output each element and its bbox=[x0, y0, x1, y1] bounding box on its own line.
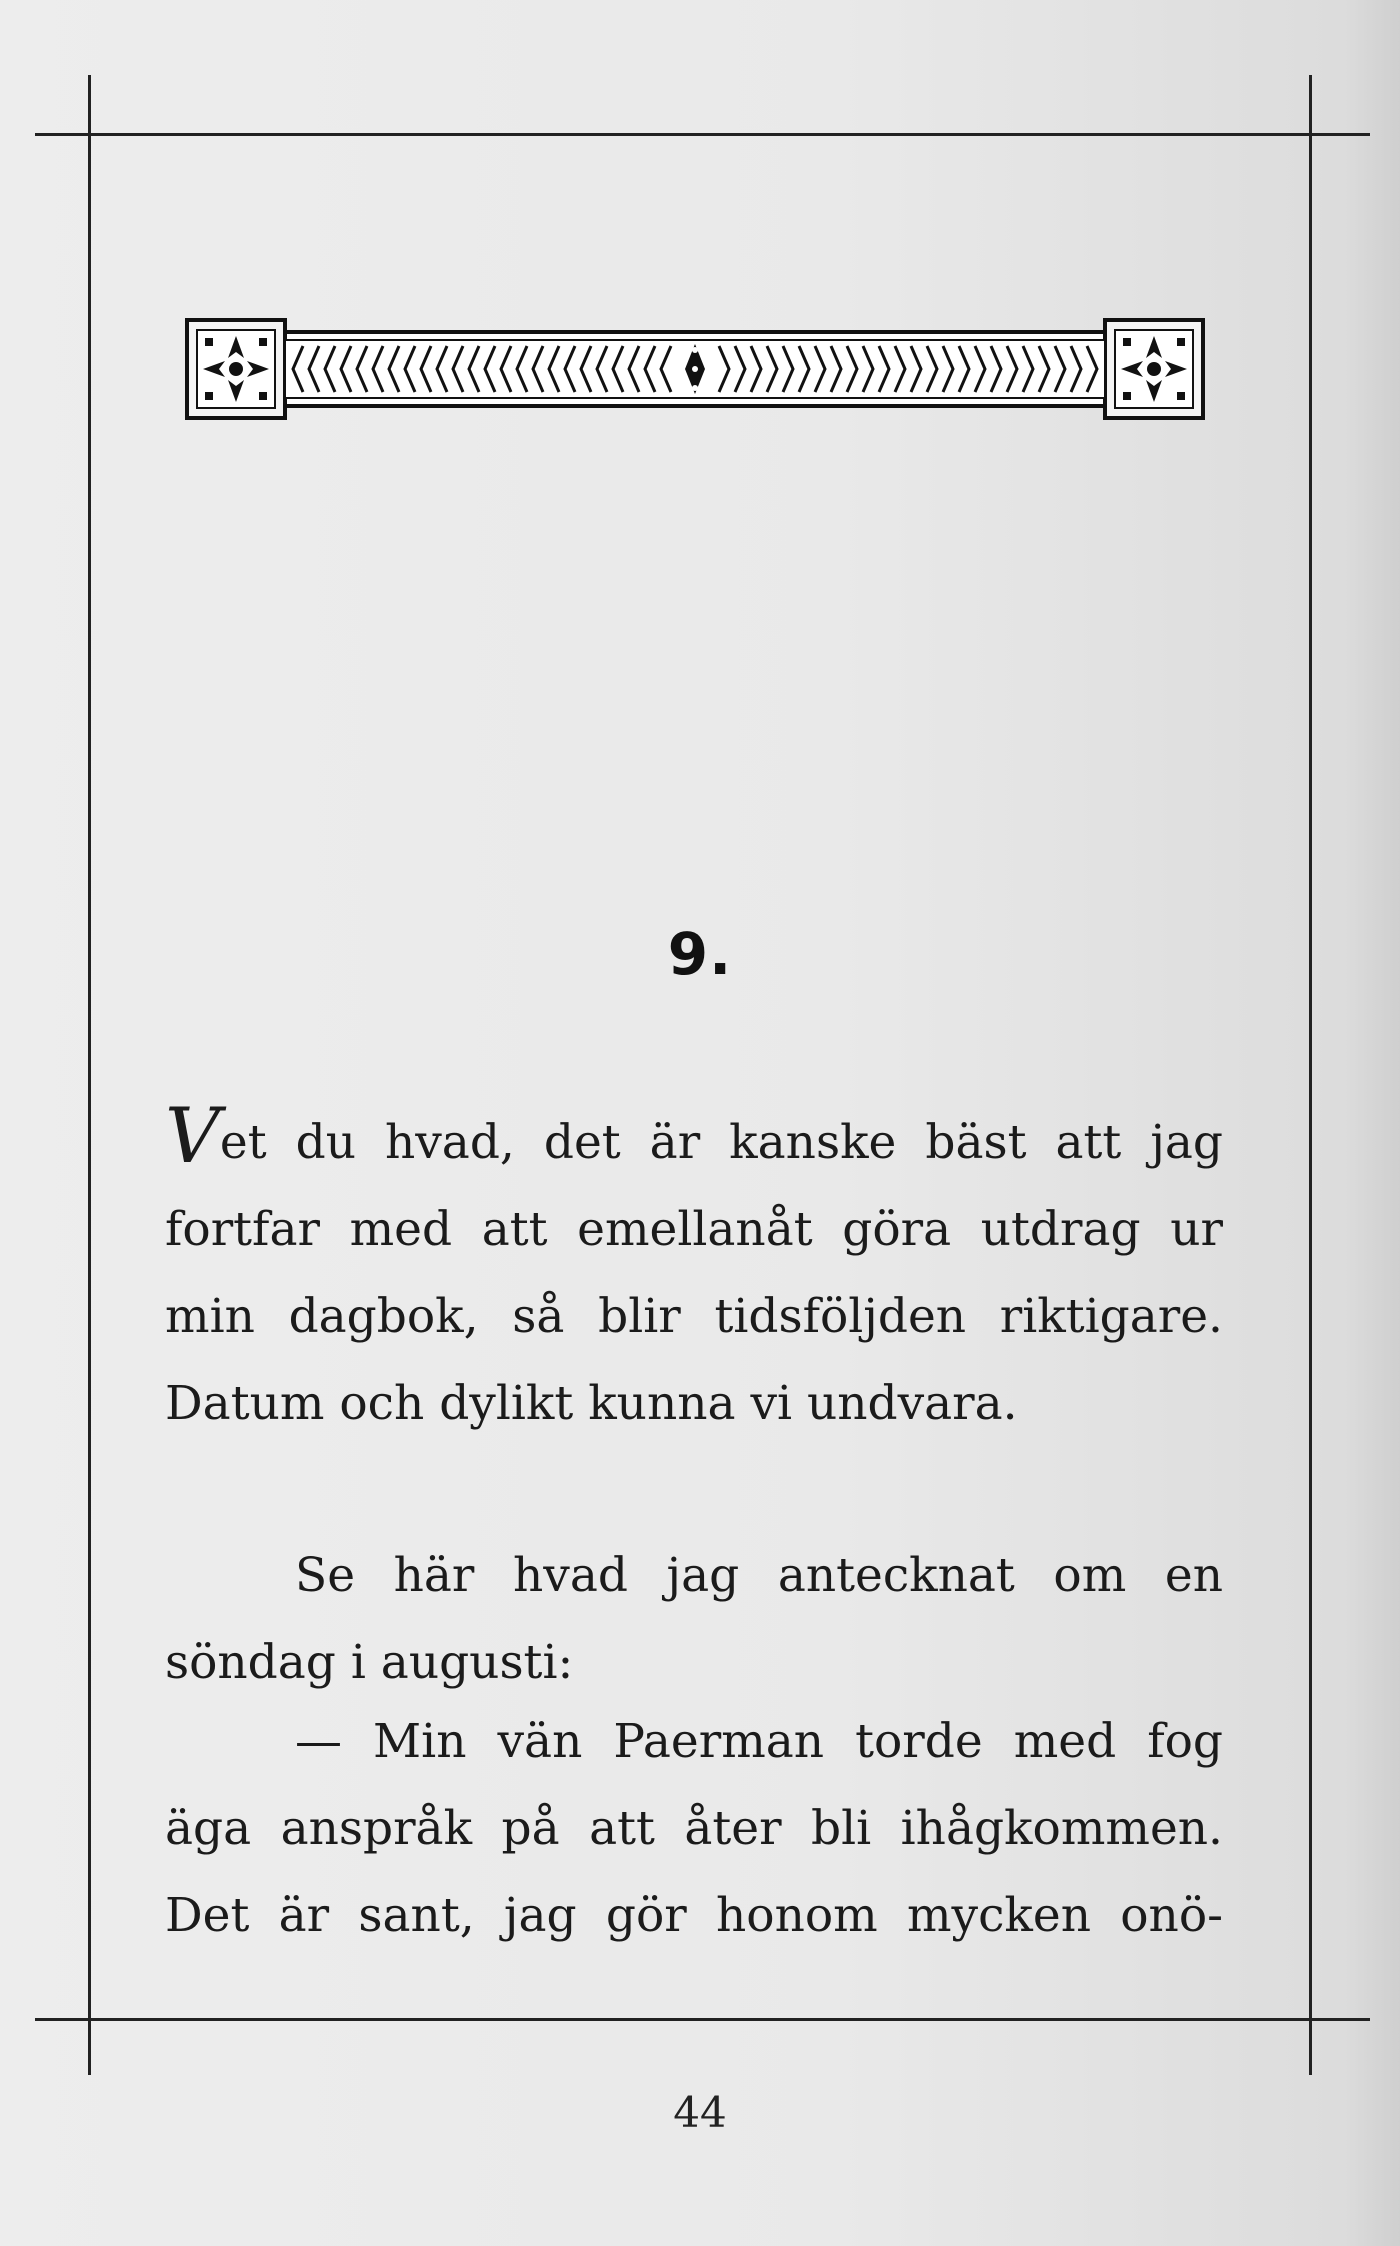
text-line: min dagbok, så blir tidsföljden riktigare. bbox=[165, 1289, 1223, 1344]
paragraph-3 bbox=[165, 1698, 1223, 1959]
page-number: 44 bbox=[673, 2088, 727, 2137]
text-line: Se här hvad jag antecknat om en bbox=[295, 1548, 1223, 1603]
text-line: söndag i augusti: bbox=[165, 1635, 574, 1690]
paragraph-1 bbox=[165, 1091, 1223, 1447]
text-line: Datum och dylikt kunna vi undvara. bbox=[165, 1376, 1018, 1431]
text-line bbox=[165, 1091, 1223, 1186]
text-line-content: et du hvad, det är kanske bäst att jag bbox=[219, 1115, 1223, 1170]
text-line: Det är sant, jag gör honom mycken onö- bbox=[165, 1888, 1223, 1943]
paragraph-2 bbox=[165, 1532, 1223, 1706]
ornamental-header-band bbox=[185, 318, 1205, 420]
chapter-number: 9. bbox=[667, 920, 733, 988]
top-frame-rule bbox=[35, 133, 1370, 136]
ornament-graphic bbox=[185, 318, 1205, 420]
text-line: fortfar med att emellanåt göra utdrag ur bbox=[165, 1202, 1223, 1257]
text-line: äga anspråk på att åter bli ihågkommen. bbox=[165, 1801, 1223, 1856]
bottom-frame-rule bbox=[35, 2018, 1370, 2021]
left-frame-rule bbox=[88, 75, 91, 2075]
drop-cap: V bbox=[165, 1091, 220, 1180]
text-line: — Min vän Paerman torde med fog bbox=[295, 1714, 1223, 1769]
right-frame-rule bbox=[1309, 75, 1312, 2075]
